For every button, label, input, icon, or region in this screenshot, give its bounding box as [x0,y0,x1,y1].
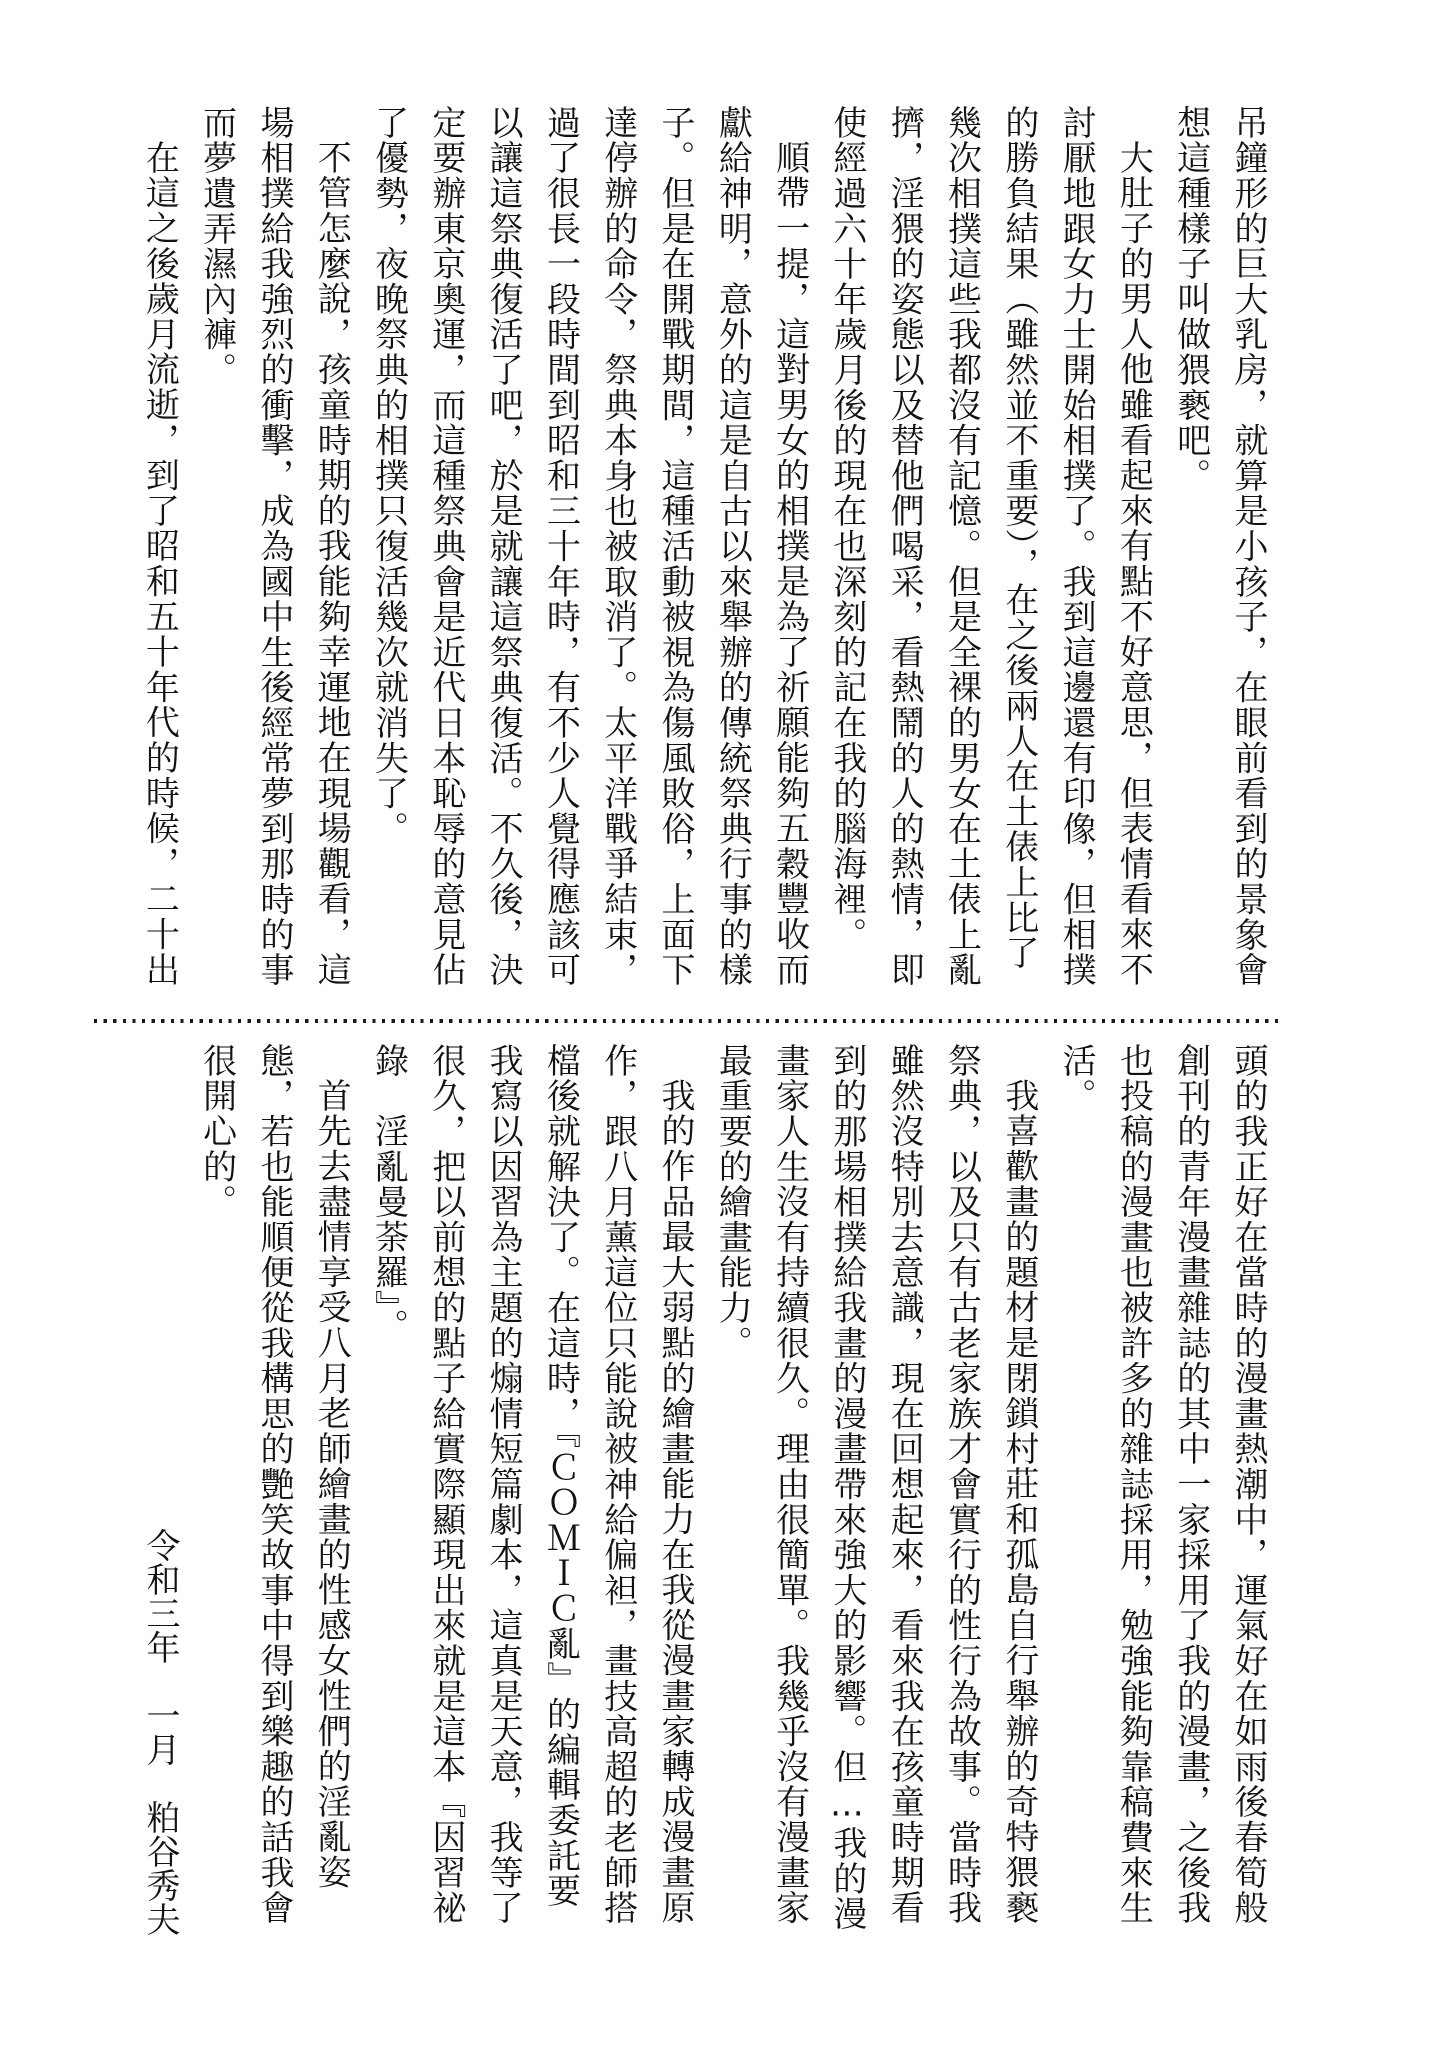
text-column: 檔後就解決了。在這時，『ＣＯＭＩＣ亂』的編輯委託要 [540,1043,581,1909]
text-column: 也投稿的漫畫也被許多的雜誌採用，勉強能夠靠稿費來生 [1113,1043,1154,1926]
text-column: 了優勢，夜晚祭典的相撲只復活幾次就消失了。 [368,105,409,847]
text-column: 定要辦東京奧運，而這種祭典會是近代日本恥辱的意見佔 [425,105,466,988]
top-text-block [130,105,1276,997]
text-column: 以讓這祭典復活了吧，於是就讓這祭典復活。不久後，決 [483,105,524,988]
text-column: 場相撲給我強烈的衝擊，成為國中生後經常夢到那時的事 [253,105,294,988]
text-column: 順帶一提，這對男女的相撲是為了祈願能夠五穀豐收而 [769,140,810,988]
text-column: 錄 淫亂曼荼羅』。 [368,1043,409,1344]
text-column: 很開心的。 [196,1043,237,1220]
bottom-text-block [130,1043,1276,1935]
text-column: 我喜歡畫的題材是閉鎖村莊和孤島自行舉辦的奇特猥褻 [998,1078,1039,1926]
text-column: 幾次相撲這些我都沒有記憶。但是全裸的男女在土俵上亂 [941,105,982,988]
text-column: 雖然沒特別去意識，現在回想起來，看來我在孩童時期看 [884,1043,925,1926]
section-divider [94,1019,1278,1023]
text-column: 使經過六十年歲月後的現在也深刻的記在我的腦海裡。 [826,105,867,953]
text-column: 達停辦的命令，祭典本身也被取消了。太平洋戰爭結束， [597,105,638,988]
text-column: 態，若也能順便從我構思的艷笑故事中得到樂趣的話我會 [253,1043,294,1926]
text-column: 創刊的青年漫畫雜誌的其中一家採用了我的漫畫，之後我 [1170,1043,1211,1926]
text-column: 作，跟八月薰這位只能說被神給偏袒，畫技高超的老師搭 [597,1043,638,1926]
text-column: 不管怎麼說，孩童時期的我能夠幸運地在現場觀看，這 [311,140,352,988]
text-column: 我寫以因習為主題的煽情短篇劇本，這真是天意，我等了 [483,1043,524,1926]
text-column: 討厭地跟女力士開始相撲了。我到這邊還有印像，但相撲 [1056,105,1097,988]
text-column: 想這種樣子叫做猥褻吧。 [1170,105,1211,494]
text-column: 祭典，以及只有古老家族才會實行的性行為故事。當時我 [941,1043,982,1926]
text-column: 畫家人生沒有持續很久。理由很簡單。我幾乎沒有漫畫家 [769,1043,810,1926]
text-column: 吊鐘形的巨大乳房，就算是小孩子，在眼前看到的景象會 [1228,105,1268,988]
text-column: 很久，把以前想的點子給實際顯現出來就是這本『因習祕 [425,1043,466,1926]
text-column: 子。但是在開戰期間，這種活動被視為傷風敗俗，上面下 [655,105,696,988]
text-column: 頭的我正好在當時的漫畫熱潮中，運氣好在如雨後春筍般 [1228,1043,1268,1926]
text-column: 在這之後歲月流逝，到了昭和五十年代的時候，二十出 [139,140,180,988]
text-column: 獻給神明，意外的這是自古以來舉辦的傳統祭典行事的樣 [712,105,753,988]
text-column: 活。 [1056,1043,1097,1114]
text-column: 的勝負結果（雖然並不重要），在之後兩人在土俵上比了 [998,105,1039,971]
text-column: 最重要的繪畫能力。 [712,1043,753,1361]
text-column: 到的那場相撲給我畫的漫畫帶來強大的影響。但…我的漫 [826,1043,867,1932]
text-column: 大肚子的男人他雖看起來有點不好意思，但表情看來不 [1113,140,1154,988]
text-column: 而夢遺弄濕內褲。 [196,105,237,388]
signature-line: 令和三年 一月 粕谷秀夫 [140,1528,180,1936]
text-column: 我的作品最大弱點的繪畫能力在我從漫畫家轉成漫畫原 [655,1078,696,1926]
text-column: 首先去盡情享受八月老師繪畫的性感女性們的淫亂姿 [311,1078,352,1890]
text-column: 擠，淫猥的姿態以及替他們喝采，看熱鬧的人的熱情，即 [884,105,925,988]
text-column: 過了很長一段時間到昭和三十年時，有不少人覺得應該可 [540,105,581,988]
